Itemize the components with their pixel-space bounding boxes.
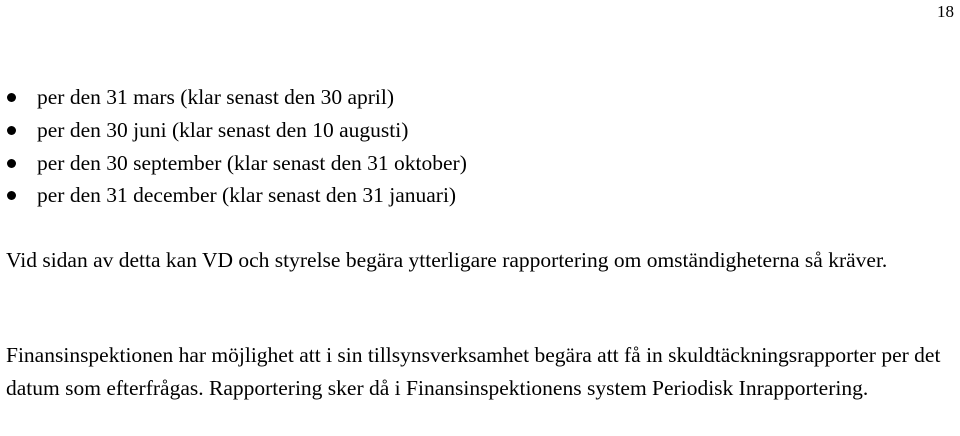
list-item-text: per den 31 mars (klar senast den 30 april) — [37, 85, 395, 109]
bullet-icon — [7, 126, 16, 135]
reporting-dates-list — [6, 81, 467, 212]
bullet-icon — [7, 159, 16, 168]
list-item — [6, 179, 467, 212]
paragraph-additional-reporting: Vid sidan av detta kan VD och styrelse begära ytterligare rapportering om omständigheterna så kräver. — [6, 248, 888, 272]
list-item-text: per den 30 juni (klar senast den 10 augusti) — [37, 117, 409, 142]
bullet-icon — [7, 93, 16, 102]
bullet-icon — [7, 191, 16, 200]
list-item — [6, 114, 467, 147]
list-item — [6, 81, 467, 114]
list-item — [6, 147, 467, 180]
list-item-text: per den 30 september (klar senast den 31 oktober) — [37, 150, 467, 175]
paragraph-fi-reporting: Finansinspektionen har möjlighet att i sin tillsynsverksamhet begära att få in skuldtäckningsrapporter per det datum som efterfrågas. Rapportering sker då i Finansinspektionens system Periodisk Inrapportering. — [6, 343, 941, 400]
list-item-text: per den 31 december (klar senast den 31 januari) — [37, 183, 457, 208]
page-number: 18 — [937, 2, 954, 21]
